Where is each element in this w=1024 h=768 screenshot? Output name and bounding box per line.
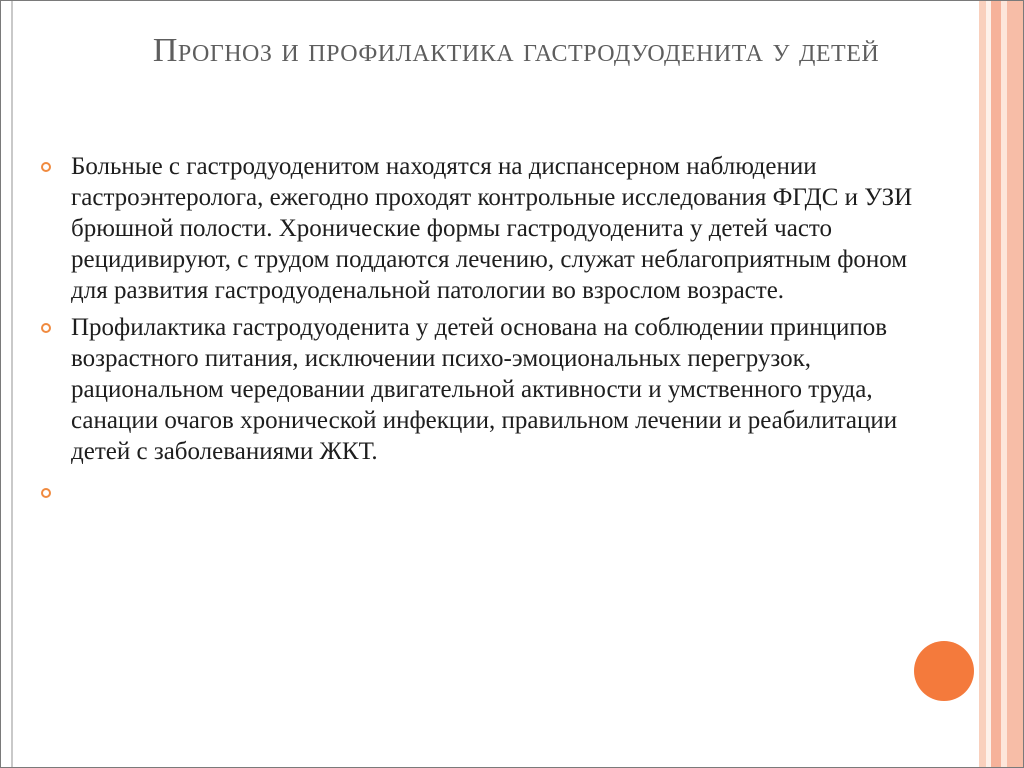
bullet-circle-icon (41, 323, 51, 333)
slide-body (41, 151, 921, 514)
decorative-circle (914, 641, 974, 701)
stripe (991, 1, 1001, 767)
bullet-circle-icon (41, 488, 51, 498)
bullet-item (41, 151, 921, 306)
bullet-circle-icon (41, 162, 51, 172)
slide-title: Прогноз и профилактика гастродуоденита у детей (152, 32, 880, 69)
stripe (979, 1, 986, 767)
bullet-text: Профилактика гастродуоденита у детей основана на соблюдении принципов возрастного питания, исключении психо-эмоциональных перегрузок, рациональном чередовании двигательной активности и умственного труда, санации очагов хронической инфекции, правильном лечении и реабилитации детей с заболеваниями ЖКТ. (71, 314, 898, 465)
decorative-stripes (979, 1, 1023, 767)
bullet-item (41, 312, 921, 467)
bullet-item-empty (41, 477, 921, 508)
left-frame-line (11, 1, 13, 767)
bullet-text: Больные с гастродуоденитом находятся на диспансерном наблюдении гастроэнтеролога, ежегодно проходят контрольные исследования ФГДС и УЗИ брюшной полости. Хронические формы гастродуоденита у детей часто рецидивируют, с трудом поддаются лечению, служат неблагоприятным фоном для развития гастродуоденальной патологии во взрослом возрасте. (71, 153, 913, 304)
stripe (1007, 1, 1023, 767)
